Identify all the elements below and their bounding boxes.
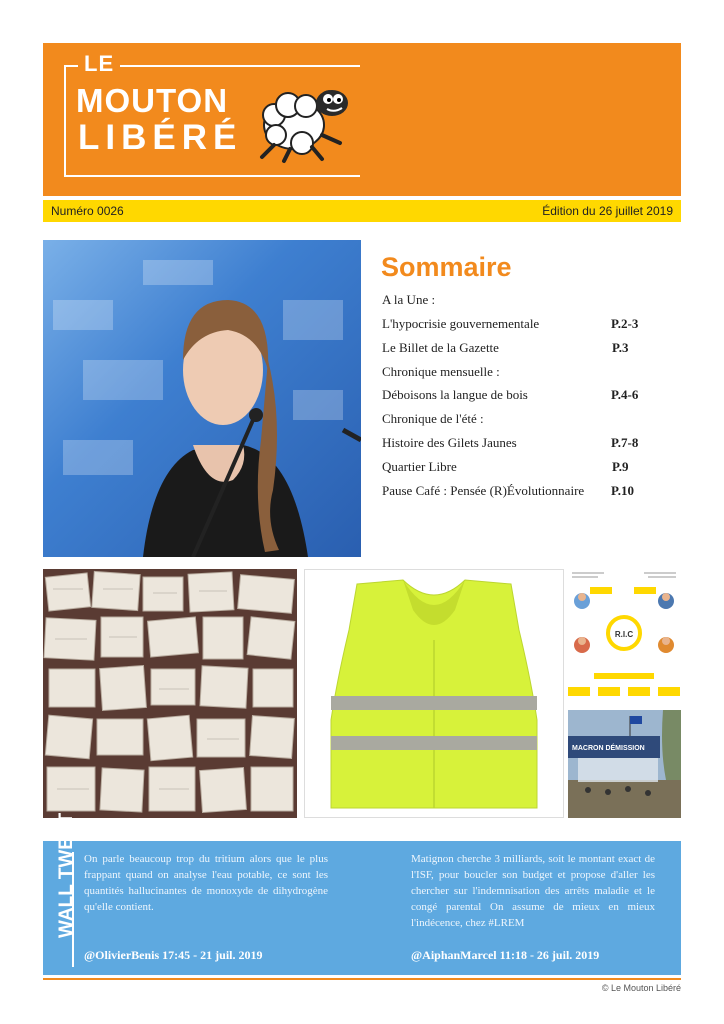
- sheep-logo-icon: [252, 75, 360, 167]
- protest-banner: MACRON DÉMISSION: [572, 745, 645, 752]
- tweet-handle[interactable]: @OlivierBenis 17:45 - 21 juil. 2019: [84, 948, 263, 962]
- toc-item: Chronique mensuelle :: [382, 364, 500, 379]
- sommaire-title: Sommaire: [381, 252, 512, 282]
- toc-item: Pause Café : Pensée (R)Évolutionnaire: [382, 483, 585, 498]
- tweet-text: Matignon cherche 3 milliards, soit le montant exact de l'ISF, pour boucler son budget et propose d'aller les chercher sur l'indemnisation des arrêts maladie et le congé parental On assume de mieux en mieux l'indécence, chez #LREM: [411, 853, 655, 929]
- brand-mouton: MOUTON: [76, 82, 229, 119]
- ric-label: R.I.C: [614, 630, 634, 639]
- copyright: © Le Mouton Libéré: [601, 983, 681, 993]
- toc-page: P.3: [612, 340, 629, 355]
- toc-item: Quartier Libre: [382, 459, 457, 474]
- protest-photo: [568, 710, 681, 818]
- yellow-vest-photo: [304, 569, 564, 818]
- brand-le: LE: [78, 51, 120, 77]
- wall-tweet-label: [52, 878, 82, 938]
- ric-diagram: [568, 569, 681, 707]
- tweet-handle[interactable]: @AiphanMarcel 11:18 - 26 juil. 2019: [411, 948, 600, 962]
- wall-divider: [72, 852, 74, 967]
- toc-item: L'hypocrisie gouvernementale: [382, 316, 540, 331]
- toc-item: Le Billet de la Gazette: [382, 340, 499, 355]
- hero-photo: [43, 240, 361, 557]
- toc-page: P.9: [612, 459, 629, 474]
- toc-item: Chronique de l'été :: [382, 411, 484, 426]
- info-bar: [43, 200, 681, 222]
- toc-item: Histoire des Gilets Jaunes: [382, 435, 517, 450]
- toc-item: Déboisons la langue de bois: [382, 387, 528, 402]
- edition-date: Édition du 26 juillet 2019: [542, 204, 673, 218]
- toc-page: P.7-8: [611, 435, 639, 450]
- issue-number: Numéro 0026: [51, 204, 124, 218]
- toc-item: A la Une :: [382, 292, 436, 307]
- toc-page: P.10: [611, 483, 634, 498]
- footer-rule: [43, 978, 681, 980]
- toc-page: P.4-6: [611, 387, 639, 402]
- tweet-text: On parle beaucoup trop du tritium alors que le plus frappant quand on analyse l'eau potable, ce sont les quantités hallucinantes de monoxyde de dihydrogène qu'elle contient.: [84, 853, 328, 913]
- toc-page: P.2-3: [611, 316, 639, 331]
- books-photo: [43, 569, 297, 818]
- brand-libere: LIBÉRÉ: [78, 118, 243, 157]
